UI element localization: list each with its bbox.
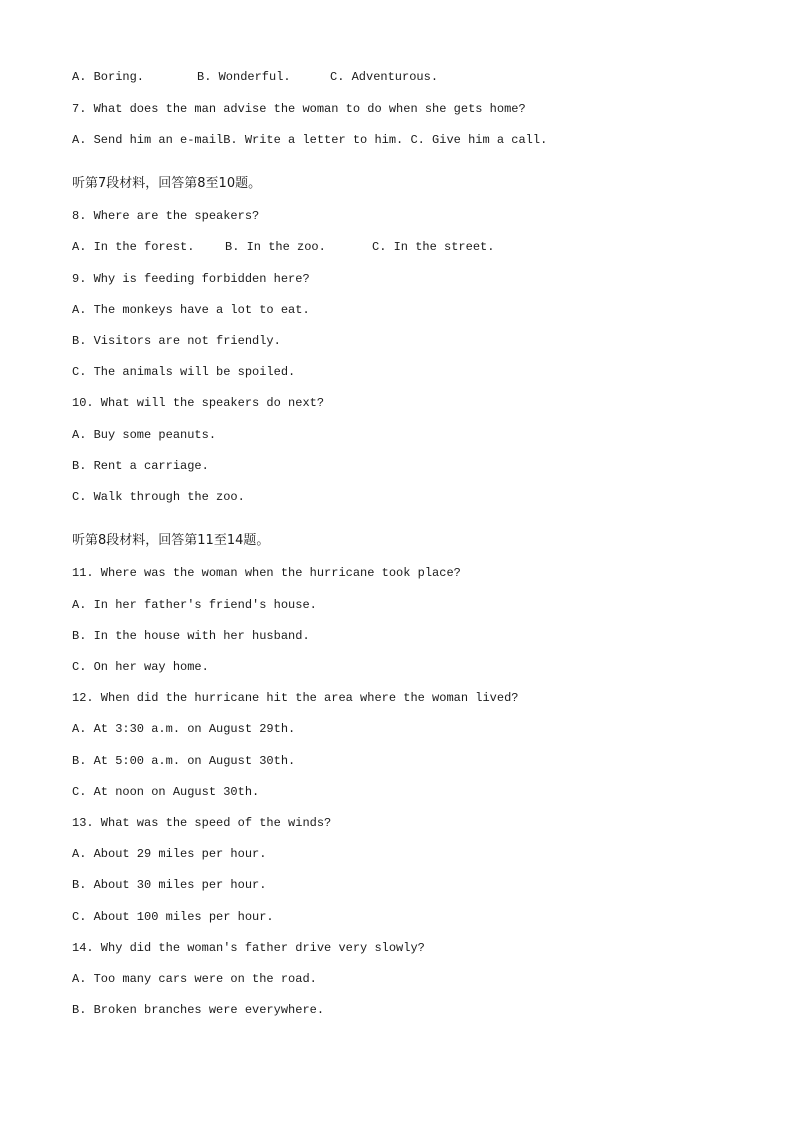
q11-option-c: C. On her way home. xyxy=(72,660,209,674)
q12-option-c: C. At noon on August 30th. xyxy=(72,785,260,799)
q11-option-a: A. In her father's friend's house. xyxy=(72,598,317,612)
q8-option-b: B. In the zoo. xyxy=(225,240,326,254)
q11-option-b: B. In the house with her husband. xyxy=(72,629,310,643)
q12-question: 12. When did the hurricane hit the area where the woman lived? xyxy=(72,691,519,705)
q9-option-a: A. The monkeys have a lot to eat. xyxy=(72,303,310,317)
q11-question: 11. Where was the woman when the hurricane took place? xyxy=(72,566,461,580)
q14-option-a: A. Too many cars were on the road. xyxy=(72,972,317,986)
q8-options xyxy=(72,239,722,255)
q7-question: 7. What does the man advise the woman to do when she gets home? xyxy=(72,102,526,116)
q8-option-c: C. In the street. xyxy=(372,240,495,254)
q10-option-c: C. Walk through the zoo. xyxy=(72,490,245,504)
q13-option-b: B. About 30 miles per hour. xyxy=(72,878,267,892)
q6-option-b: B. Wonderful. xyxy=(197,70,291,84)
section-8-heading: 听第8段材料，回答第11至14题。 xyxy=(72,533,270,548)
q6-option-a: A. Boring. xyxy=(72,70,145,84)
q9-question: 9. Why is feeding forbidden here? xyxy=(72,272,310,286)
q10-question: 10. What will the speakers do next? xyxy=(72,396,325,410)
q7-options: A. Send him an e-mailB. Write a letter to him. C. Give him a call. xyxy=(72,133,548,147)
q14-option-b: B. Broken branches were everywhere. xyxy=(72,1003,325,1017)
q10-option-b: B. Rent a carriage. xyxy=(72,459,209,473)
q9-option-b: B. Visitors are not friendly. xyxy=(72,334,281,348)
q13-option-c: C. About 100 miles per hour. xyxy=(72,910,274,924)
q13-option-a: A. About 29 miles per hour. xyxy=(72,847,267,861)
q14-question: 14. Why did the woman's father drive very slowly? xyxy=(72,941,425,955)
q8-question: 8. Where are the speakers? xyxy=(72,209,260,223)
section-7-heading: 听第7段材料，回答第8至10题。 xyxy=(72,176,262,191)
q6-option-c: C. Adventurous. xyxy=(330,70,439,84)
q12-option-a: A. At 3:30 a.m. on August 29th. xyxy=(72,722,296,736)
q12-option-b: B. At 5:00 a.m. on August 30th. xyxy=(72,754,296,768)
q6-options xyxy=(72,69,722,85)
q8-option-a: A. In the forest. xyxy=(72,240,195,254)
q10-option-a: A. Buy some peanuts. xyxy=(72,428,217,442)
q9-option-c: C. The animals will be spoiled. xyxy=(72,365,296,379)
q13-question: 13. What was the speed of the winds? xyxy=(72,816,332,830)
